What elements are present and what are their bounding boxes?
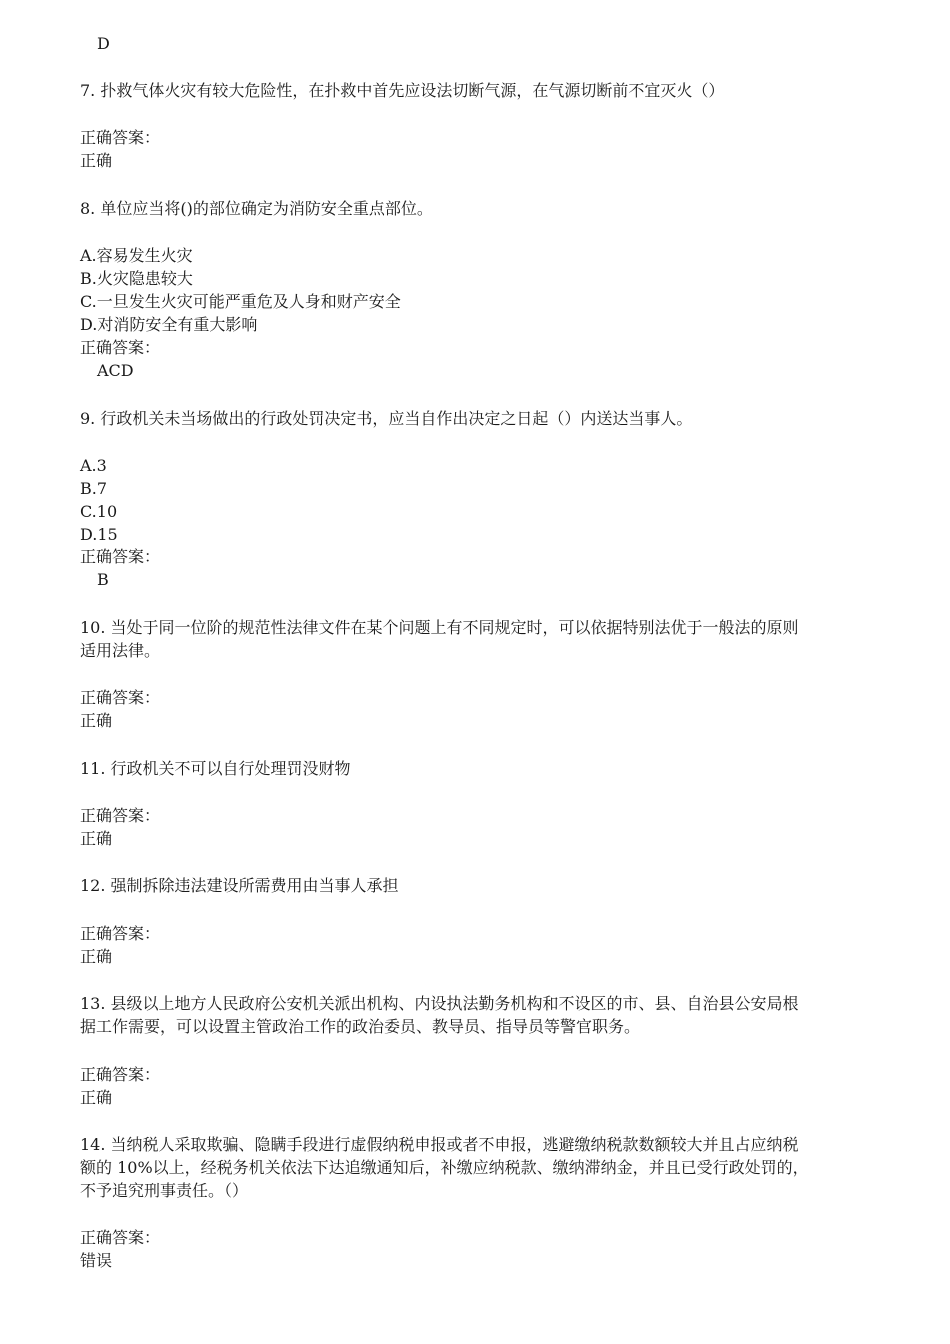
question-9-option-a: A.3 [80,456,107,475]
question-7-answer-label: 正确答案： [80,128,161,147]
question-14-answer-label: 正确答案： [80,1228,161,1247]
question-11-text: 11. 行政机关不可以自行处理罚没财物 [80,759,351,778]
question-9-text: 9. 行政机关未当场做出的行政处罚决定书，应当自作出决定之日起（）内送达当事人。 [80,409,693,428]
question-7-answer: 正确 [80,151,113,170]
question-10-text-line-1: 10. 当处于同一位阶的规范性法律文件在某个问题上有不同规定时，可以依据特别法优于一般法的原则 [80,618,799,637]
question-8-answer-label: 正确答案： [80,338,161,357]
question-14-answer: 错误 [80,1251,113,1270]
question-14-text-line-3: 不予追究刑事责任。（） [80,1181,249,1200]
question-12-answer-label: 正确答案： [80,924,161,943]
question-11-answer: 正确 [80,829,113,848]
question-14-text-line-1: 14. 当纳税人采取欺骗、隐瞒手段进行虚假纳税申报或者不申报，逃避缴纳税款数额较大并且占应纳税 [80,1135,799,1154]
question-13-text-line-2: 据工作需要，可以设置主管政治工作的政治委员、教导员、指导员等警官职务。 [80,1017,641,1036]
question-8-option-a: A.容易发生火灾 [80,246,193,265]
question-9-option-b: B.7 [80,479,108,498]
question-8-text: 8. 单位应当将()的部位确定为消防安全重点部位。 [80,199,433,218]
question-11-answer-label: 正确答案： [80,806,161,825]
question-9-answer: B [97,570,109,589]
question-10-text-line-2: 适用法律。 [80,641,161,660]
question-8-option-c: C.一旦发生火灾可能严重危及人身和财产安全 [80,292,401,311]
question-9-option-c: C.10 [80,502,118,521]
question-14-text-line-2: 额的 10%以上，经税务机关依法下达追缴通知后，补缴应纳税款、缴纳滞纳金，并且已受行政处罚的， [80,1158,809,1177]
question-8-option-d: D.对消防安全有重大影响 [80,315,258,334]
question-8-answer: ACD [97,361,134,380]
question-12-answer: 正确 [80,947,113,966]
question-8-option-b: B.火灾隐患较大 [80,269,193,288]
question-13-answer-label: 正确答案： [80,1065,161,1084]
question-13-text-line-1: 13. 县级以上地方人民政府公安机关派出机构、内设执法勤务机构和不设区的市、县、自治县公安局根 [80,994,799,1013]
question-10-answer: 正确 [80,711,113,730]
question-13-answer: 正确 [80,1088,113,1107]
question-12-text: 12. 强制拆除违法建设所需费用由当事人承担 [80,876,399,895]
question-10-answer-label: 正确答案： [80,688,161,707]
question-9-option-d: D.15 [80,525,118,544]
question-9-answer-label: 正确答案： [80,547,161,566]
question-7-text: 7. 扑救气体火灾有较大危险性，在扑救中首先应设法切断气源，在气源切断前不宜灭火（） [80,81,725,100]
previous-answer: D [97,34,110,53]
